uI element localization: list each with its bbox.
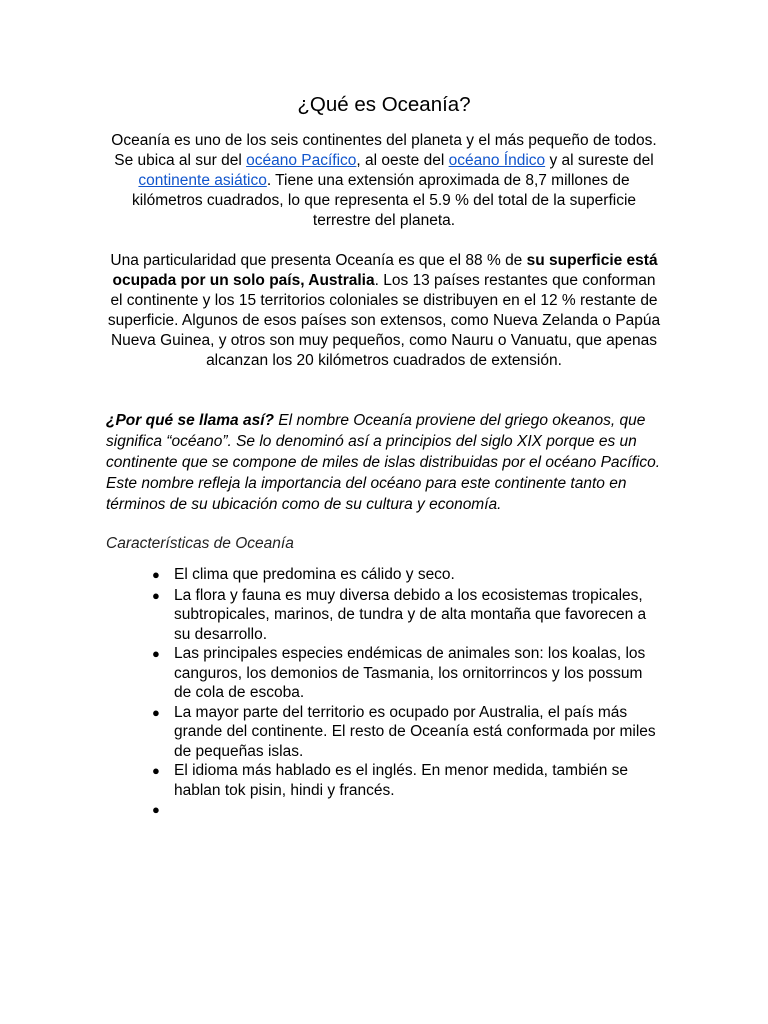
bullet-icon: ●	[152, 587, 160, 603]
page-title: ¿Qué es Oceanía?	[297, 93, 471, 116]
intro-text-1: Oceanía es uno de los seis continentes del planeta y el más pequeño de todos. Se ubica al sur del	[111, 132, 657, 169]
list-item-text: La flora y fauna es muy diversa debido a los ecosistemas tropicales, subtropicales, marinos, de tundra y de alta montaña que favorecen a su desarrollo.	[174, 586, 647, 643]
name-origin-question: ¿Por qué se llama así?	[106, 412, 274, 429]
characteristics-list	[106, 565, 662, 820]
list-item	[106, 644, 662, 703]
list-item-text: El clima que predomina es cálido y seco.	[174, 566, 455, 583]
bullet-icon: ●	[152, 704, 160, 720]
link-continente-asiatico[interactable]: continente asiático	[138, 172, 267, 189]
bullet-icon: ●	[152, 802, 160, 817]
link-oceano-indico[interactable]: océano Índico	[448, 152, 546, 169]
intro-paragraph	[106, 131, 662, 231]
bullet-icon: ●	[152, 567, 160, 582]
list-item	[106, 761, 662, 800]
name-origin-text: El nombre Oceanía proviene del griego okeanos, que significa “océano”. Se lo denominó así a principios del siglo XIX porque es un continente que se compone de miles de islas distribuidas por el océano Pacífico. Este nombre refleja la importancia del océano para este continente tanto en términos de su ubicación como de su cultura y economía.	[106, 412, 661, 513]
intro-text-3: y al sureste del	[545, 152, 654, 169]
list-item-text: La mayor parte del territorio es ocupado por Australia, el país más grande del continente. El resto de Oceanía está conformada por miles de pequeñas islas.	[174, 703, 656, 760]
australia-paragraph	[106, 251, 662, 371]
link-oceano-pacifico[interactable]: océano Pacífico	[246, 152, 357, 169]
list-item	[106, 800, 662, 820]
bullet-icon: ●	[152, 763, 160, 778]
list-item-text: El idioma más hablado es el inglés. En menor medida, también se hablan tok pisin, hindi y francés.	[174, 762, 629, 799]
australia-text-2: . Los 13 países restantes que conforman el continente y los 15 territorios coloniales se distribuyen en el 12 % restante de superficie. Algunos de esos países son extensos, como Nueva Zelanda o Papúa Nueva Guinea, y otros son muy pequeños, como Nauru o Vanuatu, que apenas alcanzan los 20 kilómetros cuadrados de extensión.	[107, 272, 661, 369]
intro-text-2: , al oeste del	[356, 152, 449, 169]
list-item	[106, 565, 662, 585]
bullet-icon: ●	[152, 646, 160, 661]
australia-text-1: Una particularidad que presenta Oceanía es que el 88 % de	[110, 252, 527, 269]
characteristics-heading: Características de Oceanía	[106, 535, 294, 552]
list-item	[106, 586, 662, 645]
list-item-text: Las principales especies endémicas de animales son: los koalas, los canguros, los demonios de Tasmania, los ornitorrincos y los possum de cola de escoba.	[174, 645, 646, 701]
intro-text-4: . Tiene una extensión aproximada de 8,7 millones de kilómetros cuadrados, lo que representa el 5.9 % del total de la superficie terrestre del planeta.	[131, 172, 637, 229]
name-origin-paragraph	[106, 410, 662, 515]
australia-bold-text: su superficie está ocupada por un solo país, Australia	[112, 252, 658, 289]
list-item	[106, 703, 662, 762]
document-page	[106, 92, 662, 820]
list-item-text	[174, 801, 178, 818]
